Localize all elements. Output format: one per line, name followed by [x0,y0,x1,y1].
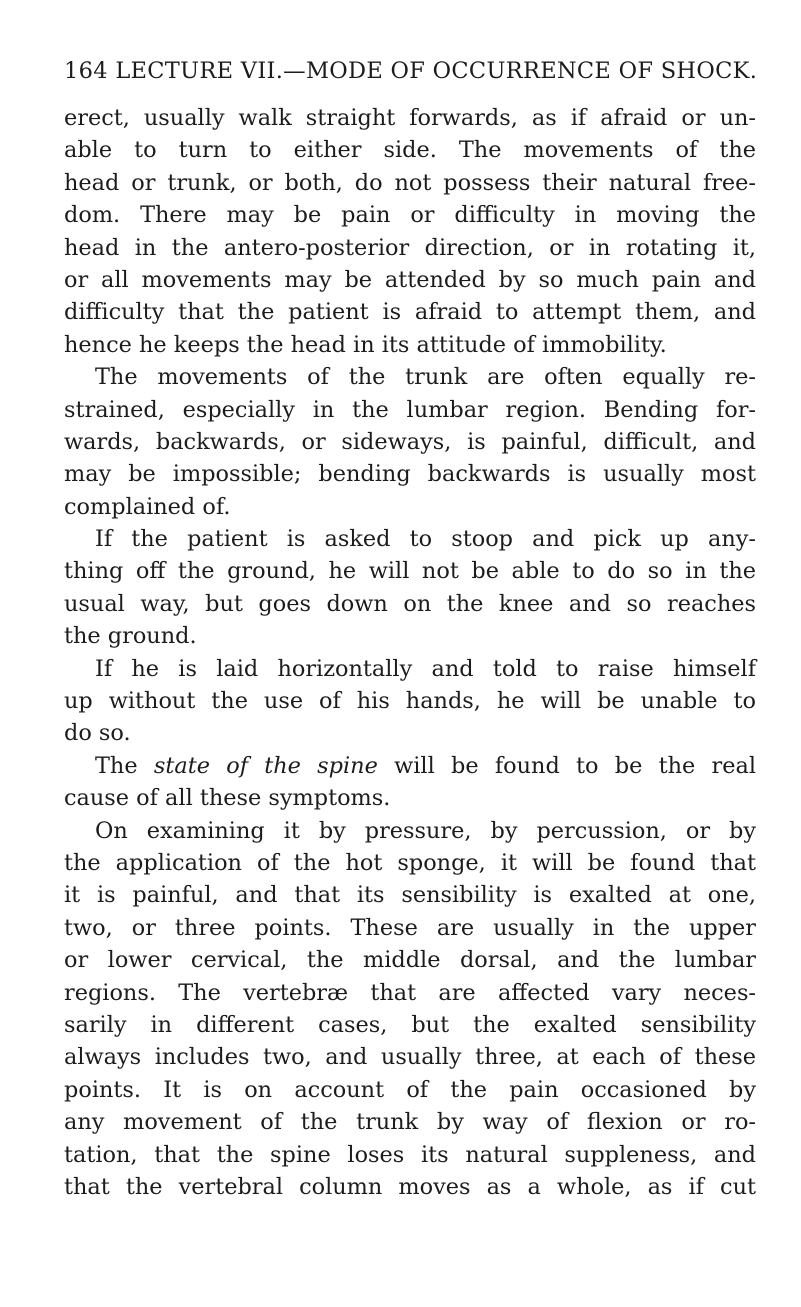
running-head-title: LECTURE VII.—MODE OF OCCURRENCE OF SHOCK. [115,58,758,84]
text-line: hence he keeps the head in its attitude of immobility. [64,331,667,358]
text-line: On examining it by pressure, by percussion, or by [95,817,756,844]
text-line: up without the use of his hands, he will be unable to [64,688,756,715]
text-line: the application of the hot sponge, it will be found that [64,849,756,876]
running-head [64,51,758,91]
text-run: will be found to be the real [377,752,756,779]
text-line: two, or three points. These are usually in the upper [64,914,756,941]
body-text [64,102,756,1203]
text-line: tation, that the spine loses its natural suppleness, and [64,1141,756,1168]
text-line: or all movements may be attended by so much pain and [64,266,756,293]
text-line: thing off the ground, he will not be able to do so in the [64,558,756,585]
text-line: any movement of the trunk by way of flexion or ro- [64,1109,756,1136]
text-line: If he is laid horizontally and told to raise himself [95,655,756,682]
text-line: it is painful, and that its sensibility is exalted at one, [64,882,756,909]
text-line: that the vertebral column moves as a whole, as if cut [64,1173,756,1200]
text-line: do so. [64,720,131,747]
text-line: wards, backwards, or sideways, is painful, difficult, and [64,428,756,455]
text-line: erect, usually walk straight forwards, as if afraid or un- [64,105,756,131]
text-line: the ground. [64,623,197,650]
text-line: head or trunk, or both, do not possess their natural free- [64,169,756,196]
text-line: cause of all these symptoms. [64,785,391,812]
text-line: usual way, but goes down on the knee and so reaches [64,590,756,617]
text-line: complained of. [64,493,231,520]
text-line: difficulty that the patient is afraid to attempt them, and [64,299,756,326]
text-line: dom. There may be pain or difficulty in moving the [64,202,756,229]
text-line: regions. The vertebræ that are affected vary neces- [64,979,756,1006]
text-line: The movements of the trunk are often equally re- [95,364,756,391]
text-line: If the patient is asked to stoop and pick up any- [95,526,756,553]
page-number: 164 [64,58,108,84]
text-line: points. It is on account of the pain occasioned by [64,1076,756,1103]
italic-phrase: state of the spine [153,752,378,779]
text-line: may be impossible; bending backwards is usually most [64,461,756,488]
text-run: The [95,752,154,779]
text-line: or lower cervical, the middle dorsal, and the lumbar [64,947,756,974]
text-line: head in the antero-posterior direction, or in rotating it, [64,234,756,261]
text-line: strained, especially in the lumbar region. Bending for- [64,396,756,423]
text-line: able to turn to either side. The movements of the [64,137,756,164]
text-line: always includes two, and usually three, at each of these [64,1044,756,1071]
text-line-mixed [64,750,756,782]
text-line: sarily in different cases, but the exalted sensibility [64,1011,756,1038]
